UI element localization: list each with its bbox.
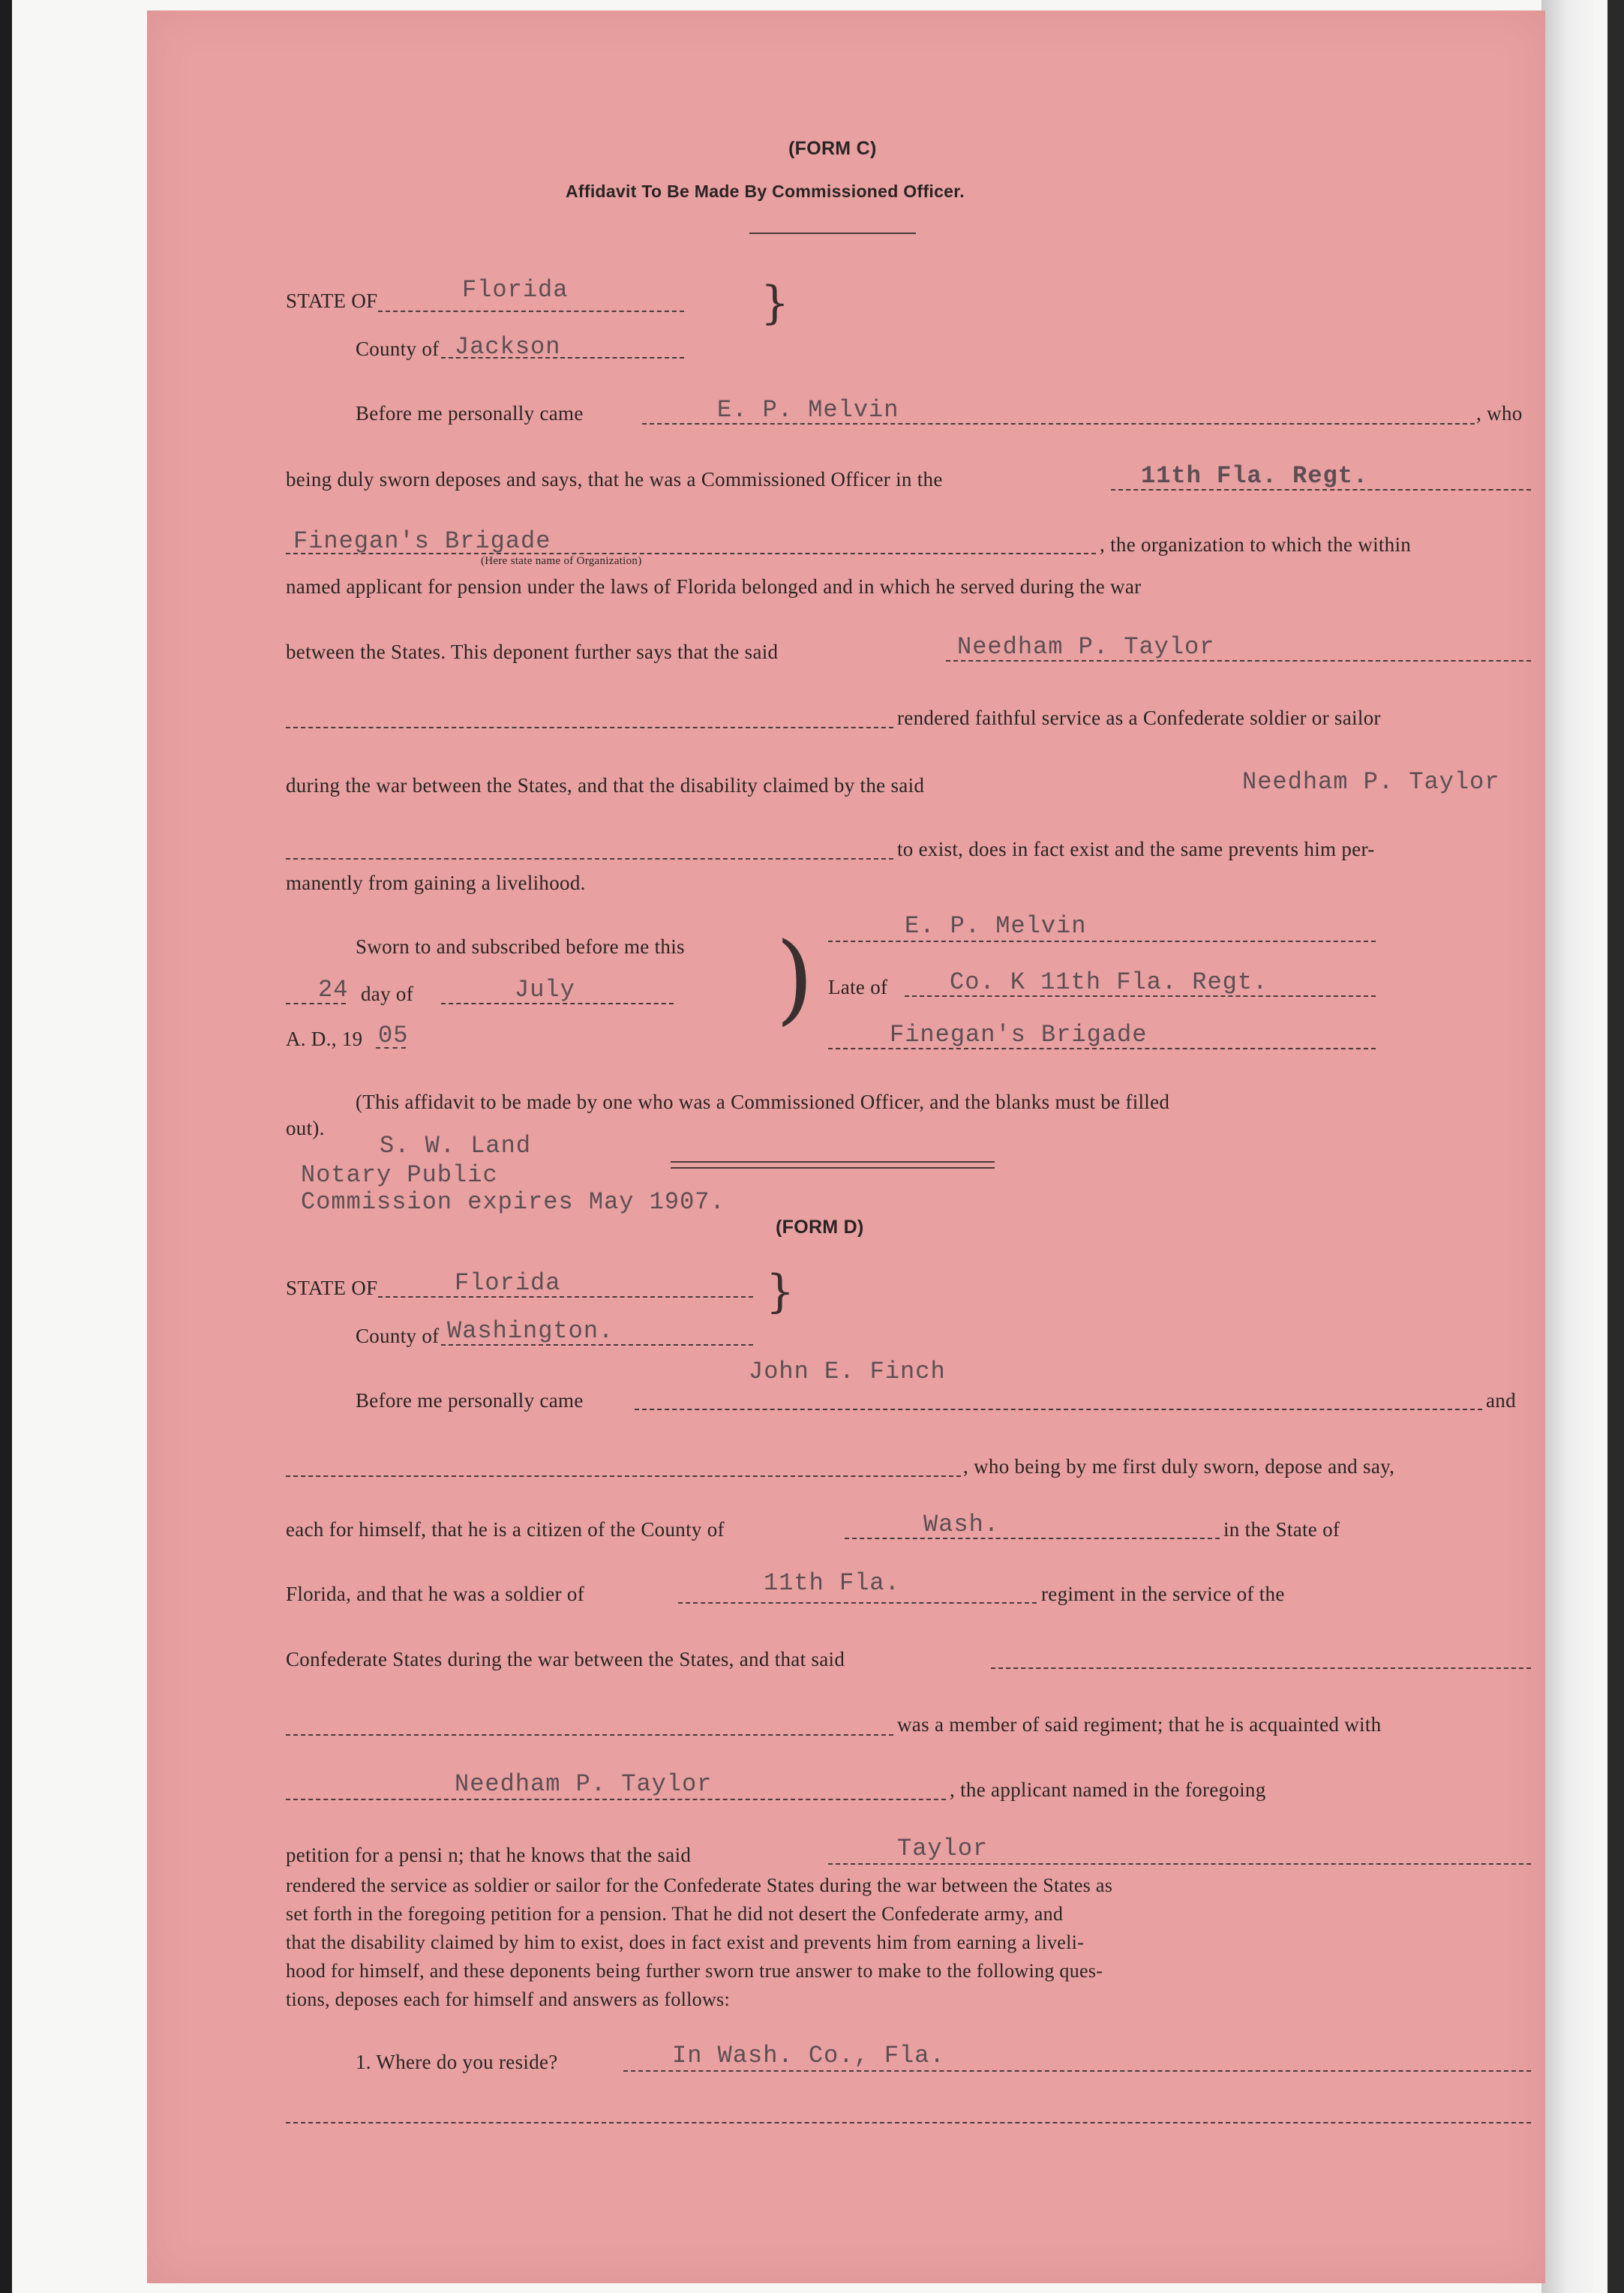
disability-text: during the war between the States, and that the disability claimed by the said [286,774,925,797]
d-state-line [378,1296,753,1298]
who-text: , who [1476,402,1523,425]
pension-affidavit-page [147,11,1545,2283]
scan-border-left [0,0,12,2293]
d-name-line [635,1409,1482,1410]
named-applicant-text: named applicant for pension under the laws of Florida belonged and in which he served during the war [286,575,1142,598]
between-states-text: between the States. This deponent further says that the said [286,641,779,663]
county-label: County of [356,338,440,360]
instruction-line-1: (This affidavit to be made by one who was a Commissioned Officer, and the blanks must be filled [356,1091,1170,1113]
witness-name: John E. Finch [749,1358,946,1385]
form-c-title: (FORM C) [788,138,877,159]
organization-suffix: , the organization to which the within [1100,533,1412,556]
d-citizen-county-line [845,1538,1220,1539]
title-divider [749,233,916,234]
sworn-brace: ) [776,921,814,1035]
d-petition-text: petition for a pensi n; that he knows that the said [286,1844,692,1866]
form-c-subtitle: Affidavit To Be Made By Commissioned Officer. [566,182,965,201]
d-paragraph-line: rendered the service as soldier or sailor for the Confederate States during the war between the States as [286,1874,1113,1896]
d-member-text: was a member of said regiment; that he is acquainted with [897,1713,1382,1736]
d-applicant-name: Needham P. Taylor [455,1770,713,1798]
organization-value: Finegan's Brigade [293,527,551,555]
d-regiment-line [678,1602,1037,1604]
d-and-text: and [1486,1389,1516,1412]
organization-hint: (Here state name of Organization) [481,555,642,567]
d-paragraph-line: hood for himself, and these deponents being further sworn true answer to make to the following ques- [286,1960,1103,1982]
scan-border-right [1607,0,1624,2293]
day-value: 24 [318,976,349,1004]
q1-label: 1. Where do you reside? [356,2051,558,2073]
d-state-county-brace: } [766,1265,795,1318]
blank-line-1 [286,727,893,728]
late-of-value: Co. K 11th Fla. Regt. [950,968,1268,996]
d-paragraph-line: set forth in the foregoing petition for a pension. That he did not desert the Confederate army, and [286,1903,1064,1925]
form-d-title: (FORM D) [776,1217,864,1238]
d-state-value: Florida [455,1269,561,1297]
d-county-label: County of [356,1325,440,1347]
before-me-text: Before me personally came [356,402,584,425]
d-paragraph-line: tions, deposes each for himself and answers as follows: [286,1988,730,2010]
d-confederate-text: Confederate States during the war between the States, and that said [286,1648,845,1670]
q1-answer-line-2 [286,2122,1531,2123]
notary-name: S. W. Land [380,1132,532,1160]
section-divider-bottom [671,1167,995,1169]
d-state-label: STATE OF [286,1277,378,1299]
applicant-name-2: Needham P. Taylor [1242,768,1500,796]
blank-line-2 [286,858,893,860]
state-line [378,311,684,312]
d-surname-line [828,1863,1531,1865]
d-blank-line-2 [286,1734,893,1736]
d-applicant-surname: Taylor [897,1835,989,1862]
applicant-name: Needham P. Taylor [957,633,1215,661]
d-soldier-text: Florida, and that he was a soldier of [286,1583,584,1605]
d-county-value: Washington. [447,1317,614,1345]
signer-name: E. P. Melvin [905,912,1087,940]
d-regiment-value: 11th Fla. [764,1569,900,1597]
q1-answer-line [623,2070,1531,2072]
d-state-of-text: in the State of [1223,1518,1340,1541]
county-value: Jackson [455,333,561,361]
d-regiment-suffix: regiment in the service of the [1041,1583,1285,1605]
d-before-me-text: Before me personally came [356,1389,584,1412]
sleeve-fold-shadow [1541,0,1594,2293]
state-label: STATE OF [286,290,378,312]
year-value: 05 [378,1022,409,1049]
to-exist-text: to exist, does in fact exist and the same prevents him per- [897,838,1375,860]
livelihood-text: manently from gaining a livelihood. [286,872,586,894]
faithful-service-text: rendered faithful service as a Confederate soldier or sailor [897,707,1381,729]
d-applicant-line [286,1799,946,1800]
q1-answer: In Wash. Co., Fla. [672,2042,945,2069]
notary-commission: Commission expires May 1907. [301,1188,725,1216]
brigade-value: Finegan's Brigade [890,1021,1148,1049]
sworn-text: Sworn to and subscribed before me this [356,935,685,958]
notary-title: Notary Public [301,1161,498,1189]
d-paragraph-line: that the disability claimed by him to exist, does in fact exist and prevents him from earning a liveli- [286,1931,1085,1953]
d-citizen-text: each for himself, that he is a citizen of the County of [286,1518,725,1541]
state-county-brace: } [761,277,790,329]
d-said-line [991,1667,1531,1669]
d-sworn-text: , who being by me first duly sworn, depose and say, [963,1455,1395,1478]
instruction-line-2: out). [286,1117,325,1139]
late-of-label: Late of [828,976,888,998]
month-value: July [515,976,575,1004]
d-citizen-county: Wash. [923,1511,1000,1538]
commissioned-text: being duly sworn deposes and says, that he was a Commissioned Officer in the [286,468,943,491]
d-applicant-suffix: , the applicant named in the foregoing [950,1778,1266,1801]
signature-line [828,941,1376,942]
ad-label: A. D., 19 [286,1028,363,1050]
day-of-text: day of [361,983,414,1005]
regiment-value: 11th Fla. Regt. [1141,462,1369,490]
d-blank-line-1 [286,1475,961,1477]
section-divider-top [671,1161,995,1163]
state-value: Florida [462,276,569,304]
officer-name: E. P. Melvin [717,396,899,424]
